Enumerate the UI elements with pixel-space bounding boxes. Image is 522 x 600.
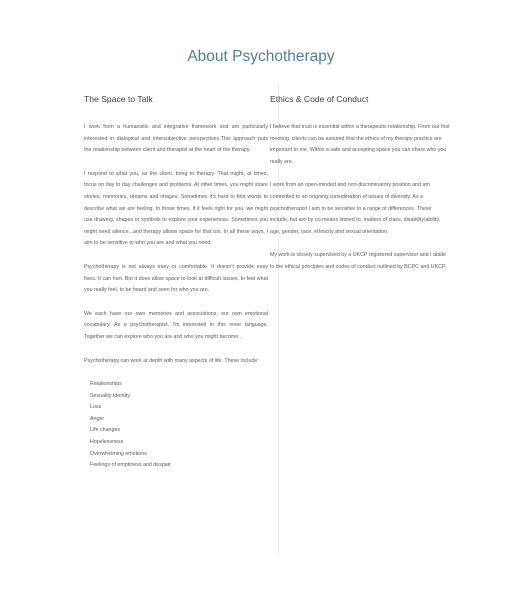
list-item: Feelings of emptiness and despair bbox=[90, 462, 171, 469]
list-item: Anger bbox=[90, 415, 105, 422]
paragraph: My work is closely supervised by a UKCP registered supervisor and I abide to the ethical principles and codes of conduct outlined by BCPC and UKCP. bbox=[270, 252, 447, 270]
paragraph: I work from a humanistic and integrative framework and am particularly interested in dialogical and intersubjective perspectives.This approach puts the relationship between client and therapist at the heart of the therapy. bbox=[84, 124, 268, 154]
paragraph: I respond to what you, as the client, bring to therapy. That might, at times, focus on day to day challenges and problems. At other times, you might share stories, memories, dreams and images. Sometimes it's hard to find words to describe what we are feeling. In those times, if it feels right for you, we might use drawing, shapes or symbols to explore your experiences. Sometimes you might need silence...and therapy allows space for that too. In all these ways, I aim to be sensitive to who you are and what you need. bbox=[84, 170, 268, 247]
paragraph: Psychotherapy is not always easy or comfortable. It doesn't provide easy fixes. It can hurt. But it does allow space to look at difficult issues, to feel what you really feel, to be heard and seen for who you are. bbox=[84, 263, 268, 294]
paragraph: We each have our own memories and associations, our own emotional vocabulary. As a psychotherapist, I'm interested in this inner language. Together we can explore who you are and who you might become... bbox=[84, 310, 268, 340]
paragraph: I believe that trust is essential within a therapeutic relationship. From our first meeting, clients can be assured that the ethics of my therapy practice are important to me. Within a safe and accepting space you can share who you really are. bbox=[270, 124, 450, 165]
list-item: Hopelessness bbox=[90, 439, 124, 446]
list-item: Relationships bbox=[90, 381, 122, 388]
list-item: Overwhelming emotions bbox=[90, 450, 147, 457]
paragraph: Psychotherapy can work at depth with many aspects of life. These include: bbox=[84, 357, 259, 364]
section-heading-ethics: Ethics & Code of Conduct bbox=[270, 94, 369, 104]
aspects-list bbox=[84, 379, 268, 472]
list-item: Loss bbox=[90, 404, 102, 411]
paragraph: I work from an open-minded and non-discriminatory position and am committed to an ongoing consideration of issues of diversity. As a psychotherapist I aim to be sensitive to a range of differences. These include, but are by no means limited to, matters of class, disability/ability, age, gender, race, ethnicity and sexual orientation. bbox=[270, 182, 441, 235]
left-column bbox=[84, 84, 279, 554]
right-column bbox=[270, 84, 450, 286]
page-title: About Psychotherapy bbox=[187, 48, 335, 65]
list-item: Life changes bbox=[90, 427, 121, 434]
section-heading-space-to-talk: The Space to Talk bbox=[84, 94, 153, 104]
list-item: Sexuality Identity bbox=[90, 392, 131, 399]
